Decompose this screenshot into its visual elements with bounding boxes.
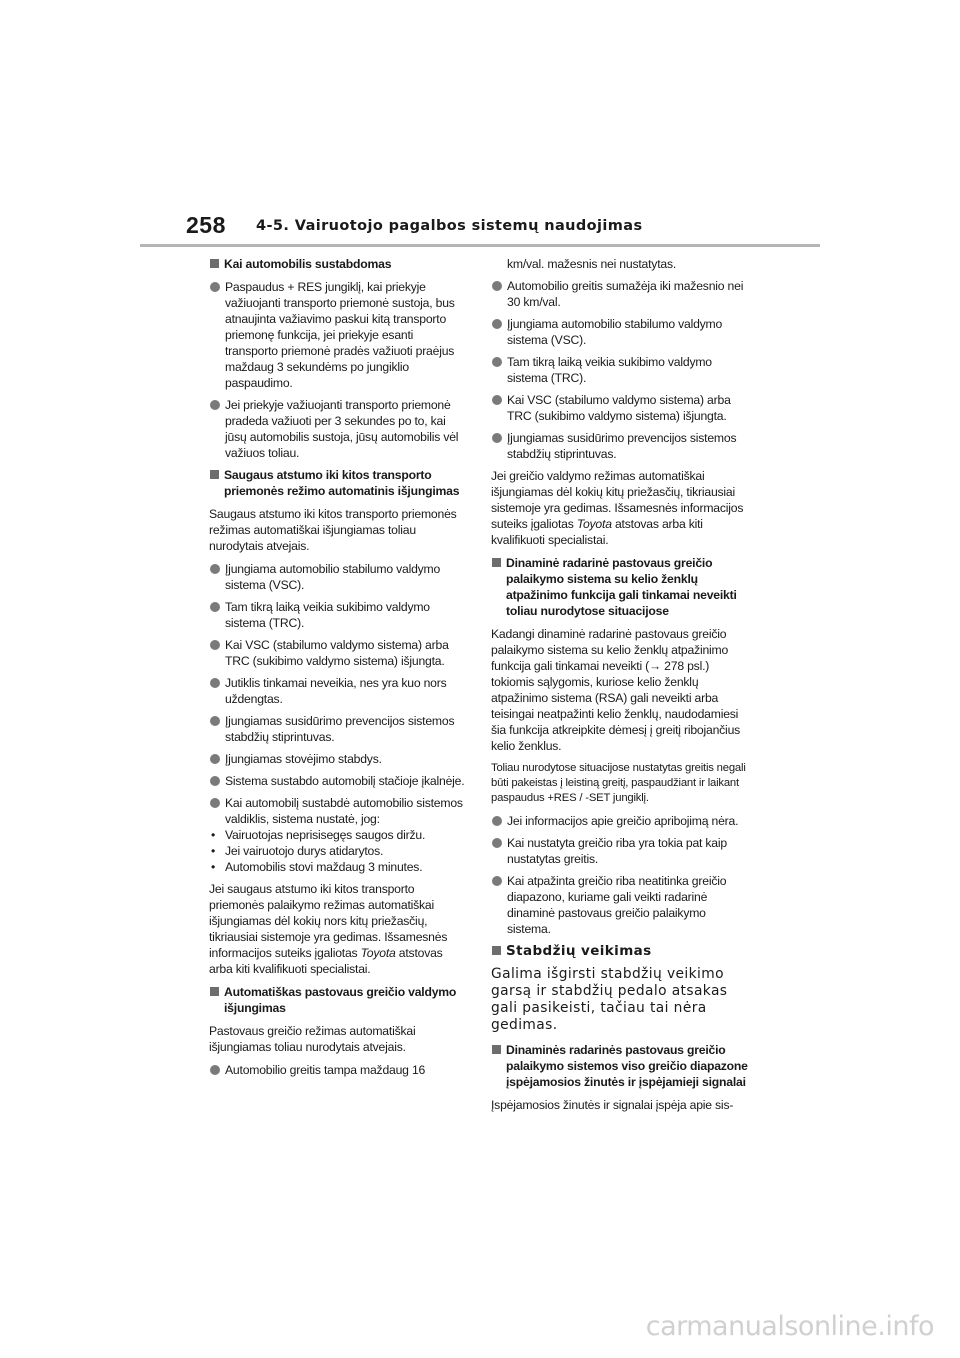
heading-brake-operation: Stabdžių veikimas: [491, 943, 749, 959]
right-column: [491, 256, 749, 1120]
list-item: Jutiklis tinkamai neveikia, nes yra kuo nors uždengtas.: [209, 675, 467, 707]
square-bullet-icon: [492, 1045, 501, 1054]
list-item: Sistema sustabdo automobilį stačioje įkalnėje.: [209, 773, 467, 789]
round-bullet-icon: [492, 319, 502, 329]
list-item: Jei priekyje važiuojanti transporto priemonė pradeda važiuoti per 3 sekundes po to, kai jūsų automobilis sustoja, jūsų automobilis vėl važiuos toliau.: [209, 397, 467, 461]
list-item: Kai nustatyta greičio riba yra tokia pat kaip nustatytas greitis.: [491, 835, 749, 867]
round-bullet-icon: [210, 716, 220, 726]
round-bullet-icon: [210, 754, 220, 764]
heading-warnings: Dinaminės radarinės pastovaus greičio palaikymo sistemos viso greičio diapazone įspėjamosios žinutės ir įspėjamieji signalai: [491, 1042, 749, 1090]
list-item: Kai VSC (stabilumo valdymo sistema) arba TRC (sukibimo valdymo sistema) išjungta.: [491, 392, 749, 424]
round-bullet-icon: [492, 816, 502, 826]
list-item: Kai automobilį sustabdė automobilio sistemos valdiklis, sistema nustatė, jog:: [209, 795, 467, 827]
paragraph: Jei saugaus atstumo iki kitos transporto priemonės palaikymo režimas automatiškai išjungiamas dėl kokių nors kitų priežasčių, tikriausiai sistemoje yra gedimas. Išsamesnės informacijos suteiks įgaliotas Toyota atstovas arba kiti kvalifikuoti specialistai.: [209, 882, 448, 976]
round-bullet-icon: [210, 678, 220, 688]
list-item: Kai VSC (stabilumo valdymo sistema) arba TRC (sukibimo valdymo sistema) išjungta.: [209, 637, 467, 669]
paragraph: Toliau nurodytose situacijose nustatytas greitis negali būti pakeistas į leistiną greitį, paspaudžiant ir laikant paspaudus +RES / -SET jungiklį.: [491, 762, 746, 804]
square-bullet-icon: [210, 987, 219, 996]
list-item: Tam tikrą laiką veikia sukibimo valdymo sistema (TRC).: [491, 354, 749, 386]
sub-list-item: • Jei vairuotojo durys atidarytos.: [211, 844, 384, 858]
page-number: 258: [186, 212, 226, 238]
list-item: Automobilio greitis tampa maždaug 16: [209, 1062, 467, 1078]
page-header: [186, 212, 820, 244]
round-bullet-icon: [492, 357, 502, 367]
round-bullet-icon: [492, 281, 502, 291]
list-item: Įjungiama automobilio stabilumo valdymo sistema (VSC).: [491, 316, 749, 348]
heading-vehicle-stopped: Kai automobilis sustabdomas: [209, 256, 467, 272]
header-divider: [140, 244, 820, 247]
sub-list-item: • Vairuotojas neprisisegęs saugos diržu.: [211, 828, 426, 842]
list-item: Įjungiamas susidūrimo prevencijos sistemos stabdžių stiprintuvas.: [209, 713, 467, 745]
heading-distance-mode-cancel: Saugaus atstumo iki kitos transporto priemonės režimo automatinis išjungimas: [209, 467, 467, 499]
paragraph: Kadangi dinaminė radarinė pastovaus greičio palaikymo sistema su kelio ženklų atpažinimo funkcija gali tinkamai neveikti (→ 278 psl.) tokiomis sąlygomis, kuriose kelio ženklų atpažinimo sistema (RSA) gali neveikti arba teisingai neatpažinti kelio ženklų, naudodamiesi šia funkcija atkreipkite dėmesį į greitį ribojančius kelio ženklus.: [491, 627, 741, 753]
round-bullet-icon: [210, 1065, 220, 1075]
list-item: Jei informacijos apie greičio apribojimą nėra.: [491, 813, 749, 829]
list-item: Tam tikrą laiką veikia sukibimo valdymo sistema (TRC).: [209, 599, 467, 631]
square-bullet-icon: [210, 259, 219, 268]
paragraph: Jei greičio valdymo režimas automatiškai išjungiamas dėl kokių kitų priežasčių, tikriausiai sistemoje yra gedimas. Išsamesnės informacijos suteiks įgaliotas Toyota atstovas arba kiti kvalifikuoti specialistai.: [491, 469, 744, 547]
heading-cruise-auto-cancel: Automatiškas pastovaus greičio valdymo išjungimas: [209, 984, 467, 1016]
brand-name: Toyota: [576, 517, 612, 531]
list-item: Įjungiama automobilio stabilumo valdymo sistema (VSC).: [209, 561, 467, 593]
list-item: Įjungiamas susidūrimo prevencijos sistemos stabdžių stiprintuvas.: [491, 430, 749, 462]
brand-name: Toyota: [360, 946, 396, 960]
round-bullet-icon: [492, 433, 502, 443]
sub-list-item: • Automobilis stovi maždaug 3 minutes.: [211, 860, 423, 874]
paragraph: Saugaus atstumo iki kitos transporto priemonės režimas automatiškai išjungiamas toliau nurodytais atvejais.: [209, 507, 457, 553]
square-bullet-icon: [210, 470, 219, 479]
list-item-continuation: km/val. mažesnis nei nustatytas.: [507, 257, 677, 271]
left-column: [209, 256, 467, 1084]
square-bullet-icon: [492, 946, 501, 955]
list-item: Įjungiamas stovėjimo stabdys.: [209, 751, 467, 767]
paragraph: Įspėjamosios žinutės ir signalai įspėja apie sis-: [491, 1098, 734, 1112]
paragraph: Pastovaus greičio režimas automatiškai išjungiamas toliau nurodytais atvejais.: [209, 1024, 416, 1054]
list-item: Paspaudus + RES jungiklį, kai priekyje važiuojanti transporto priemonė sustoja, bus atnaujinta važiavimo paskui kitą transporto priemonę funkcija, jei priekyje esanti transporto priemonė pradės važiuoti praėjus maždaug 3 sekundėms po jungiklio paspaudimo.: [209, 279, 467, 391]
round-bullet-icon: [210, 776, 220, 786]
round-bullet-icon: [210, 282, 220, 292]
list-item: Automobilio greitis sumažėja iki mažesnio nei 30 km/val.: [491, 278, 749, 310]
round-bullet-icon: [492, 838, 502, 848]
round-bullet-icon: [210, 564, 220, 574]
paragraph: Galima išgirsti stabdžių veikimo garsą ir stabdžių pedalo atsakas gali pasikeisti, tačiau tai nėra gedimas.: [491, 966, 728, 1033]
round-bullet-icon: [210, 798, 220, 808]
round-bullet-icon: [492, 876, 502, 886]
round-bullet-icon: [210, 400, 220, 410]
round-bullet-icon: [210, 602, 220, 612]
list-item: Kai atpažinta greičio riba neatitinka greičio diapazono, kuriame gali veikti radarinė dinaminė pastovaus greičio palaikymo sistema.: [491, 873, 749, 937]
heading-road-sign-limitations: Dinaminė radarinė pastovaus greičio palaikymo sistema su kelio ženklų atpažinimo funkcija gali tinkamai neveikti toliau nurodytose situacijose: [491, 555, 749, 619]
section-title: 4-5. Vairuotojo pagalbos sistemų naudojimas: [256, 218, 643, 234]
square-bullet-icon: [492, 558, 501, 567]
sub-list: [209, 827, 467, 875]
watermark: carmanualsonline.info: [645, 1311, 934, 1342]
round-bullet-icon: [210, 640, 220, 650]
round-bullet-icon: [492, 395, 502, 405]
